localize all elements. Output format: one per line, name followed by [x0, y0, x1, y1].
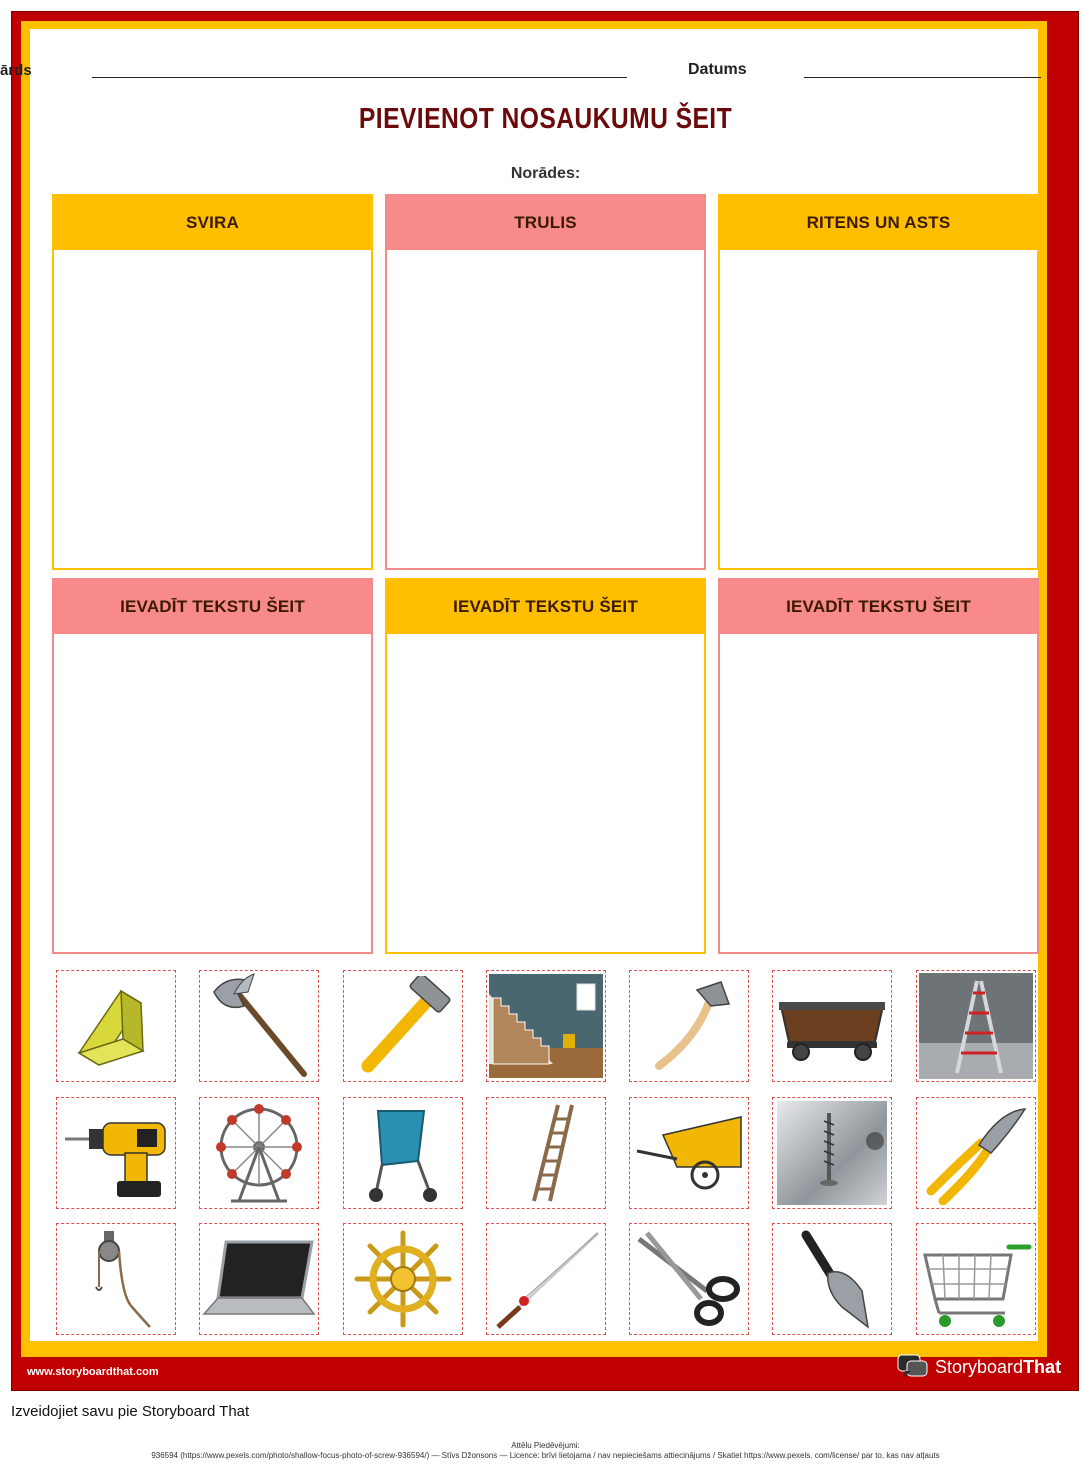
drill-icon [61, 1103, 171, 1203]
tile-scissors[interactable] [629, 1223, 749, 1335]
footer-url[interactable]: www.storyboardthat.com [27, 1366, 159, 1378]
instructions-label: Norādes: [510, 165, 581, 182]
ladder-icon [506, 1101, 586, 1205]
page-title: PIEVIENOT NOSAUKUMU ŠEIT [358, 103, 733, 135]
tile-screw-photo[interactable] [772, 1097, 892, 1209]
laptop-icon [202, 1234, 316, 1324]
stroller-icon [358, 1101, 448, 1205]
wedge-icon [71, 981, 161, 1071]
tile-ship-wheel[interactable] [343, 1223, 463, 1335]
fishing-rod-icon [490, 1227, 602, 1331]
tile-shopping-cart[interactable] [916, 1223, 1036, 1335]
category-header: IEVADĪT TEKSTU ŠEIT [387, 580, 704, 634]
category-header: IEVADĪT TEKSTU ŠEIT [54, 580, 371, 634]
name-label: ārds [0, 62, 32, 79]
mine-cart-icon [777, 986, 887, 1066]
credits-title: Attēlu Piedēvējumi: [511, 1441, 580, 1450]
category-box-4[interactable] [52, 578, 373, 954]
battle-axe-icon [204, 972, 314, 1080]
date-line[interactable] [804, 77, 1041, 78]
pulley-icon [66, 1227, 166, 1331]
create-link[interactable]: Izveidojiet savu pie Storyboard That [11, 1403, 250, 1420]
category-box-6[interactable] [718, 578, 1039, 954]
stair-lift-icon [489, 974, 603, 1078]
tile-pliers[interactable] [916, 1097, 1036, 1209]
credits-text: 936594 (https://www.pexels.com/photo/shallow-focus-photo-of-screw-936594/) — Stīvs Džonsons — Licence: brīvi lietojama / nav nepieciešams attiecinājums / Skatiet https://www.pexels. com/license/ par to, kas nav atļauts [151, 1451, 940, 1460]
hammer-icon [348, 976, 458, 1076]
stepladder-icon [919, 973, 1033, 1079]
ferris-wheel-icon [209, 1101, 309, 1205]
trowel-icon [782, 1227, 882, 1331]
tile-wheelbarrow[interactable] [629, 1097, 749, 1209]
wheelbarrow-icon [633, 1113, 745, 1193]
tile-stepladder[interactable] [916, 970, 1036, 1082]
tile-stroller[interactable] [343, 1097, 463, 1209]
category-header: TRULIS [387, 196, 704, 250]
hatchet-icon [639, 976, 739, 1076]
ship-wheel-icon [353, 1229, 453, 1329]
tile-mine-cart[interactable] [772, 970, 892, 1082]
name-line[interactable] [92, 77, 627, 78]
logo-text-that: That [1023, 1356, 1062, 1377]
shopping-cart-icon [919, 1227, 1033, 1331]
storyboard-logo [897, 1354, 1061, 1380]
pliers-icon [921, 1101, 1031, 1205]
category-header: SVIRA [54, 196, 371, 250]
tile-laptop[interactable] [199, 1223, 319, 1335]
category-box-lever[interactable] [52, 194, 373, 570]
scissors-icon [633, 1229, 745, 1329]
tile-stair-lift[interactable] [486, 970, 606, 1082]
category-header: IEVADĪT TEKSTU ŠEIT [720, 580, 1037, 634]
tile-pulley[interactable] [56, 1223, 176, 1335]
tile-hatchet[interactable] [629, 970, 749, 1082]
date-label: Datums [688, 61, 747, 78]
tile-battle-axe[interactable] [199, 970, 319, 1082]
speech-bubble-icon [897, 1354, 929, 1380]
tile-ladder[interactable] [486, 1097, 606, 1209]
tile-trowel[interactable] [772, 1223, 892, 1335]
tile-ferris-wheel[interactable] [199, 1097, 319, 1209]
screw-photo [777, 1101, 887, 1205]
tile-hammer[interactable] [343, 970, 463, 1082]
tile-wedge[interactable] [56, 970, 176, 1082]
logo-text-storyboard: Storyboard [935, 1356, 1024, 1377]
category-box-5[interactable] [385, 578, 706, 954]
tile-drill[interactable] [56, 1097, 176, 1209]
category-box-wedge[interactable] [385, 194, 706, 570]
tile-fishing-rod[interactable] [486, 1223, 606, 1335]
category-header: RITENS UN ASTS [720, 196, 1037, 250]
category-box-wheel-axle[interactable] [718, 194, 1039, 570]
